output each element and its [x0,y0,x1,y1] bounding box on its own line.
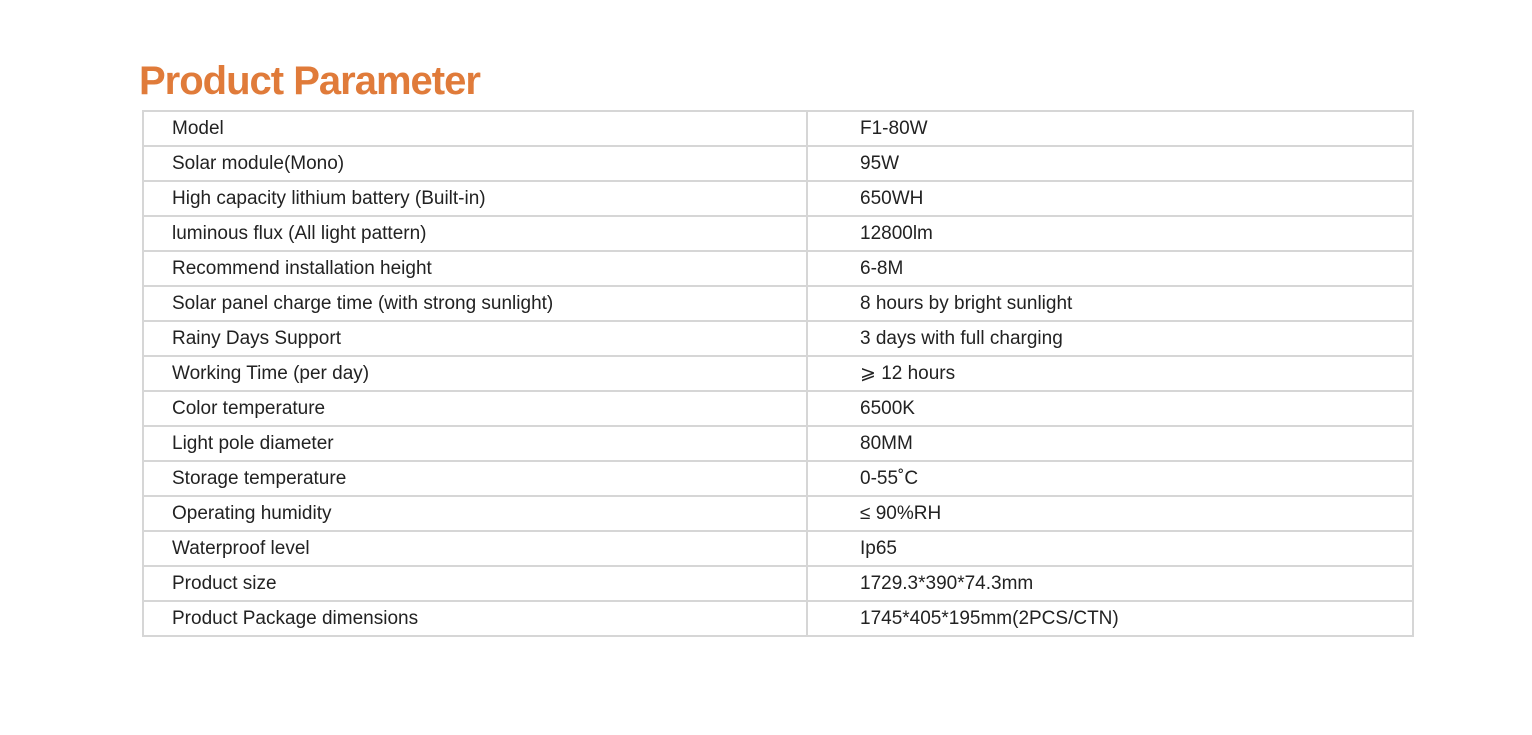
parameter-name: Light pole diameter [143,426,807,461]
table-row [143,496,1413,531]
parameter-name: Waterproof level [143,531,807,566]
parameter-value: 80MM [807,426,1413,461]
table-row [143,601,1413,636]
parameter-name: High capacity lithium battery (Built-in) [143,181,807,216]
parameter-name: Color temperature [143,391,807,426]
table-row [143,251,1413,286]
table-row [143,391,1413,426]
page-title: Product Parameter [139,59,480,103]
parameter-value: 1745*405*195mm(2PCS/CTN) [807,601,1413,636]
table-row [143,111,1413,146]
parameter-name: luminous flux (All light pattern) [143,216,807,251]
parameter-value: 8 hours by bright sunlight [807,286,1413,321]
table-row [143,356,1413,391]
parameter-name: Operating humidity [143,496,807,531]
parameter-value: 0-55˚C [807,461,1413,496]
parameter-name: Working Time (per day) [143,356,807,391]
table-row [143,181,1413,216]
table-row [143,461,1413,496]
table-row [143,216,1413,251]
parameter-value: 1729.3*390*74.3mm [807,566,1413,601]
parameter-name: Storage temperature [143,461,807,496]
parameter-table [142,110,1414,637]
parameter-value: 3 days with full charging [807,321,1413,356]
parameter-name: Rainy Days Support [143,321,807,356]
table-row [143,426,1413,461]
parameter-value: ≤ 90%RH [807,496,1413,531]
parameter-name: Model [143,111,807,146]
table-row [143,286,1413,321]
parameter-value: 650WH [807,181,1413,216]
parameter-name: Solar module(Mono) [143,146,807,181]
table-row [143,146,1413,181]
parameter-value: 6500K [807,391,1413,426]
parameter-value: F1-80W [807,111,1413,146]
parameter-name: Product Package dimensions [143,601,807,636]
parameter-name: Recommend installation height [143,251,807,286]
parameter-value: 6-8M [807,251,1413,286]
parameter-table-body [143,111,1413,636]
table-row [143,531,1413,566]
parameter-name: Product size [143,566,807,601]
parameter-value: ⩾ 12 hours [807,356,1413,391]
parameter-name: Solar panel charge time (with strong sunlight) [143,286,807,321]
parameter-value: Ip65 [807,531,1413,566]
parameter-value: 95W [807,146,1413,181]
parameter-value: 12800lm [807,216,1413,251]
table-row [143,566,1413,601]
table-row [143,321,1413,356]
